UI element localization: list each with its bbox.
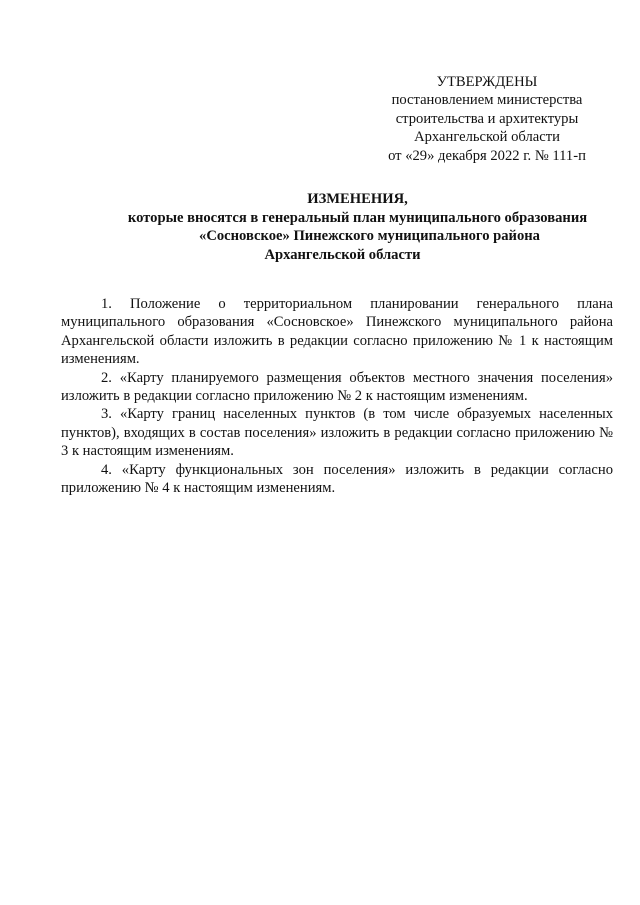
paragraph-3: 3. «Карту границ населенных пунктов (в том числе образуемых населенных пунктов), входящих в состав поселения» изложить в редакции согласно приложению № 3 к настоящим изменениям. xyxy=(61,406,613,460)
title-line-2: «Сосновское» Пинежского муниципального района xyxy=(199,228,540,244)
document-title xyxy=(80,190,635,264)
approval-stamp-block xyxy=(382,73,592,165)
approval-line-2: строительства и архитектуры xyxy=(395,110,579,127)
approval-line-3: Архангельской области xyxy=(414,129,560,146)
approval-line-4: от «29» декабря 2022 г. № 111-п xyxy=(388,147,586,164)
approval-line-1: постановлением министерства xyxy=(391,92,583,109)
paragraph-4: 4. «Карту функциональных зон поселения» изложить в редакции согласно приложению № 4 к настоящим изменениям. xyxy=(61,461,613,497)
paragraph-2: 2. «Карту планируемого размещения объектов местного значения поселения» изложить в редакции согласно приложению № 2 к настоящим изменениям. xyxy=(61,369,613,405)
document-body xyxy=(61,295,613,497)
title-line-1: которые вносятся в генеральный план муниципального образования xyxy=(127,209,588,226)
paragraph-1: 1. Положение о территориальном планировании генерального плана муниципального образования «Сосновское» Пинежского муниципального района Архангельской области изложить в редакции согласно приложению № 1 к настоящим изменениям. xyxy=(61,296,613,368)
title-heading: ИЗМЕНЕНИЯ, xyxy=(307,191,408,207)
title-line-3: Архангельской области xyxy=(264,246,421,263)
approval-heading: УТВЕРЖДЕНЫ xyxy=(436,74,538,90)
